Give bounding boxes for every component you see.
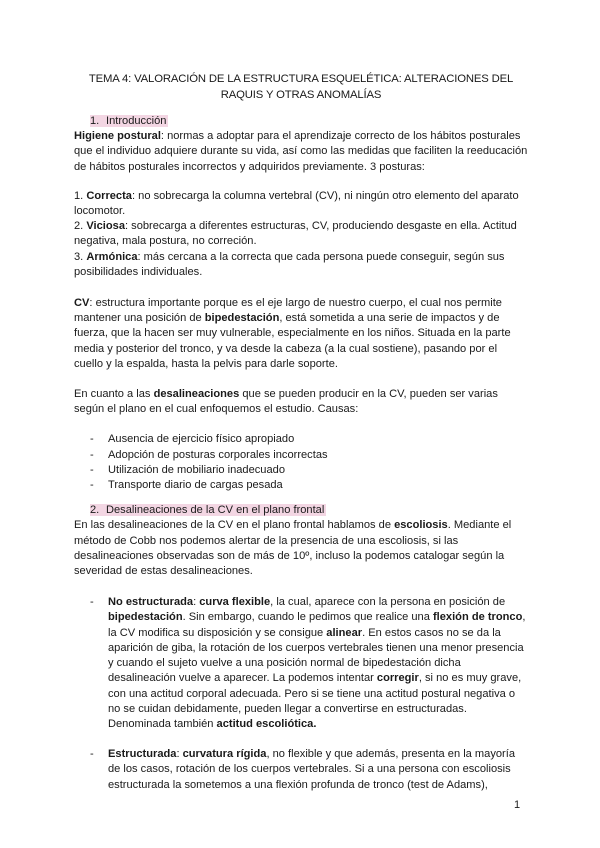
list-item [90, 432, 529, 447]
text: : [176, 748, 183, 761]
posture-text: : sobrecarga a diferentes estructuras, CV, produciendo desgaste en ella. Actitud negativa, mala postura, no correción. [74, 220, 517, 248]
paragraph-text: En las desalineaciones de la CV en el plano frontal hablamos de [74, 519, 395, 532]
text: , si no es muy grave, con una actitud corporal adecuada. Pero si se tiene una actitud postural negativa o no se cuidan debidamente, pueden llegar a convertirse en estructuradas. Denominada también [108, 672, 522, 730]
list-item-text: Transporte diario de cargas pesada [108, 479, 283, 492]
posture-term: Viciosa [86, 220, 125, 233]
dash-bullet: - [90, 463, 94, 476]
posture-number: 1. [74, 189, 87, 202]
posture-item-viciosa [74, 219, 529, 249]
paragraph-higiene-postural [74, 129, 529, 175]
paragraph-text: : normas a adoptar para el aprendizaje correcto de los hábitos posturales que el individuo adquiere durante su vida, así como las medidas que faciliten la reeducación de hábitos posturales incorrectos y adquiridos previamente. 3 posturas: [74, 130, 528, 173]
dash-bullet: - [90, 596, 94, 609]
term-desalineaciones: desalineaciones [153, 388, 240, 401]
term: bipedestación [108, 611, 183, 624]
list-item-estructurada [90, 747, 529, 793]
term: No estructurada [108, 596, 194, 609]
section-title: Introducción [106, 115, 167, 127]
causes-list [74, 432, 529, 493]
paragraph-text: que se pueden producir en la CV, pueden ser varias según el plano en el cual enfoquemos el estudio. Causas: [74, 388, 498, 416]
list-item [90, 448, 529, 463]
dash-bullet: - [90, 448, 94, 461]
posture-text: : no sobrecarga la columna vertebral (CV), ni ningún otro elemento del aparato locomotor. [74, 189, 519, 218]
list-item-no-estructurada [90, 595, 529, 732]
list-item [90, 463, 529, 478]
paragraph-text: En cuanto a las [74, 388, 154, 401]
text: . Sin embargo, cuando le pedimos que realice una [182, 611, 433, 624]
dash-bullet: - [90, 748, 94, 761]
term-escoliosis: escoliosis [394, 519, 448, 532]
posture-number: 3. [74, 250, 87, 263]
text: . En estos casos no se da la aparición de giba, la rotación de los cuerpos vertebrales tienen una menor presencia y cuando el sujeto vuelve a una posición normal de bipedestación dicha desalineación vuelve a aparecer. La podemos intentar [108, 626, 524, 685]
paragraph-desalineaciones [74, 387, 529, 417]
posture-text: : más cercana a la correcta que cada persona puede conseguir, según sus posibilidades individuales. [74, 250, 505, 278]
term: curvatura rígida [182, 748, 267, 761]
page-title: TEMA 4: VALORACIÓN DE LA ESTRUCTURA ESQUELÉTICA: ALTERACIONES DEL RAQUIS Y OTRAS ANOMALÍAS [88, 73, 514, 101]
text: , la CV modifica su disposición y se consigue [108, 611, 526, 639]
section-number: 2. [90, 504, 100, 517]
section-title: Desalineaciones de la CV en el plano frontal [106, 504, 325, 517]
paragraph-text: . Mediante el método de Cobb nos podemos alertar de la presencia de una escoliosis, si las desalineaciones observadas son de más de 10º, incluso la podemos catalogar según la severidad de estas desalineaciones. [74, 519, 512, 578]
posture-number: 2. [74, 220, 87, 233]
escoliosis-types-list [74, 595, 529, 792]
term: actitud escoliótica. [216, 717, 317, 730]
paragraph-escoliosis [74, 518, 529, 579]
paragraph-text: : estructura importante porque es el eje largo de nuestro cuerpo, el cual nos permite mantener una posición de [74, 297, 502, 325]
posture-term: Correcta [86, 189, 132, 202]
list-item-text: Utilización de mobiliario inadecuado [108, 463, 285, 476]
list-item-text: Adopción de posturas corporales incorrectas [108, 448, 328, 461]
dash-bullet: - [90, 479, 94, 492]
list-item-text: Ausencia de ejercicio físico apropiado [108, 433, 295, 446]
text: , la cual, aparece con la persona en posición de [270, 596, 506, 609]
section-heading-plano-frontal [90, 503, 529, 518]
term-bipedestacion: bipedestación [204, 312, 280, 325]
posture-item-armonica [74, 250, 529, 280]
paragraph-text: , está sometida a una serie de impactos y de fuerza, que la hacen ser muy vulnerable, especialmente en los niños. Situada en la parte media y posterior del tronco, y va desde la cabeza (a la cual sostiene), pasando por el cuello y la espalda, hasta la pelvis para darle soporte. [74, 312, 511, 370]
text: : [193, 596, 200, 609]
list-item [90, 478, 529, 493]
list-spacer [90, 732, 529, 747]
term: corregir [376, 672, 419, 685]
text: , no flexible y que además, presenta en la mayoría de los casos, rotación de los cuerpos vertebrales. Si a una persona con escoliosis estructurada la sometemos a una flexión profunda de tronco (test de Adams), [108, 748, 515, 791]
term: alinear [326, 626, 363, 639]
paragraph-cv [74, 296, 529, 372]
term-higiene-postural: Higiene postural [74, 130, 161, 143]
document-body [74, 114, 529, 793]
section-number: 1. [90, 115, 100, 127]
section-heading-introduccion [90, 114, 529, 129]
dash-bullet: - [90, 433, 94, 446]
term: Estructurada [108, 748, 177, 761]
posture-term: Armónica [86, 250, 138, 263]
term: flexión de tronco [432, 611, 523, 624]
term-cv: CV [74, 297, 90, 310]
page-number: 1 [514, 799, 521, 811]
term: curva flexible [199, 596, 271, 609]
posture-item-correcta [74, 189, 529, 219]
